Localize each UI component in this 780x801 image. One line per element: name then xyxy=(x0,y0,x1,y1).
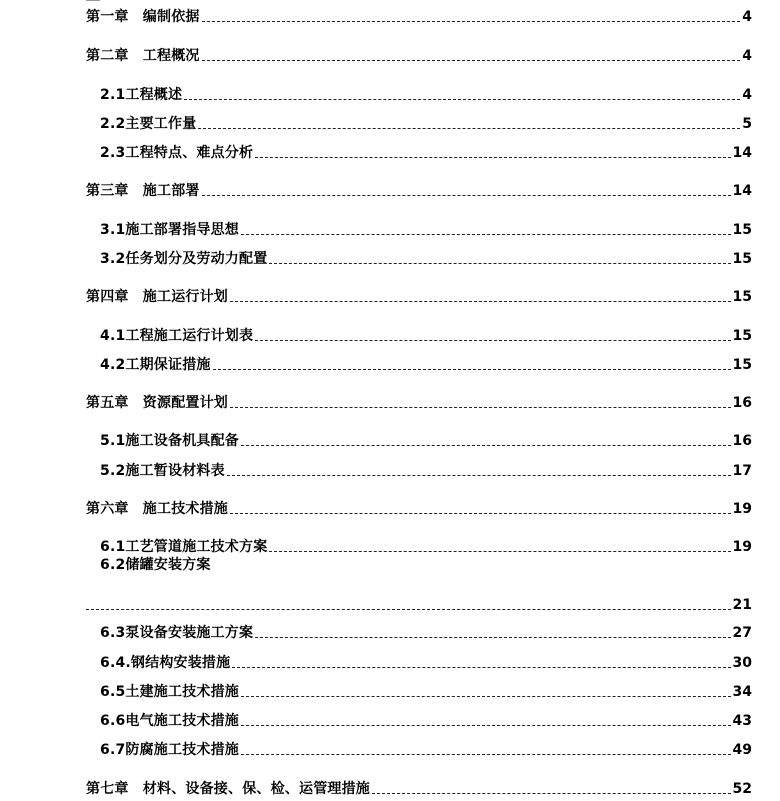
toc-leader xyxy=(202,59,740,61)
toc-label: 4.1工程施工运行计划表 xyxy=(100,328,254,344)
toc-leader xyxy=(241,233,731,235)
toc-section-6-5[interactable] xyxy=(100,681,752,701)
toc-chapter-4[interactable] xyxy=(86,286,752,306)
toc-label: 第二章 工程概况 xyxy=(86,48,200,64)
toc-label: 第七章 材料、设备接、保、检、运管理措施 xyxy=(86,781,370,797)
toc-label: 4.2工期保证措施 xyxy=(100,357,211,373)
toc-section-5-2[interactable] xyxy=(100,460,752,480)
toc-page-number: 15 xyxy=(732,289,752,305)
toc-label: 6.6电气施工技术措施 xyxy=(100,713,240,729)
toc-section-6-2-continuation[interactable] xyxy=(86,594,752,614)
toc-page-number: 34 xyxy=(732,684,752,700)
toc-section-3-1[interactable] xyxy=(100,219,752,239)
toc-section-4-2[interactable] xyxy=(100,354,752,374)
toc-page-number: 4 xyxy=(742,9,752,25)
toc-chapter-6[interactable] xyxy=(86,498,752,518)
toc-section-6-2-label[interactable]: 6.2储罐安装方案 xyxy=(100,557,211,573)
toc-leader xyxy=(255,636,730,638)
toc-chapter-2[interactable] xyxy=(86,45,752,65)
toc-leader xyxy=(269,262,730,264)
toc-leader xyxy=(230,300,731,302)
toc-label: 2.1工程概述 xyxy=(100,87,183,103)
toc-label: 6.7防腐施工技术措施 xyxy=(100,742,240,758)
toc-leader xyxy=(230,406,731,408)
toc-leader xyxy=(241,444,731,446)
toc-leader xyxy=(269,550,730,552)
toc-leader xyxy=(241,724,731,726)
toc-label: 第四章 施工运行计划 xyxy=(86,289,228,305)
toc-section-6-4[interactable] xyxy=(100,652,752,672)
toc-leader xyxy=(241,695,731,697)
toc-page-number: 4 xyxy=(742,87,752,103)
toc-label: 5.1施工设备机具配备 xyxy=(100,433,240,449)
toc-leader xyxy=(372,792,731,794)
toc-label: 第五章 资源配置计划 xyxy=(86,395,228,411)
toc-section-2-1[interactable] xyxy=(100,84,752,104)
toc-label: 第一章 编制依据 xyxy=(86,9,200,25)
toc-leader xyxy=(202,20,740,22)
toc-section-4-1[interactable] xyxy=(100,325,752,345)
toc-leader xyxy=(184,98,740,100)
toc-page-number: 15 xyxy=(732,222,752,238)
toc-page-number: 15 xyxy=(732,251,752,267)
toc-page-number: 19 xyxy=(732,501,752,517)
toc-page-number: 49 xyxy=(732,742,752,758)
toc-section-6-6[interactable] xyxy=(100,710,752,730)
toc-page-number: 15 xyxy=(732,328,752,344)
toc-label: 6.3泵设备安装施工方案 xyxy=(100,625,254,641)
toc-label: 第六章 施工技术措施 xyxy=(86,501,228,517)
toc-page-number: 14 xyxy=(732,183,752,199)
toc-leader xyxy=(213,368,731,370)
toc-leader xyxy=(227,474,731,476)
toc-leader xyxy=(198,127,740,129)
toc-chapter-3[interactable] xyxy=(86,180,752,200)
toc-section-6-3[interactable] xyxy=(100,622,752,642)
toc-section-2-2[interactable] xyxy=(100,113,752,133)
toc-chapter-5[interactable] xyxy=(86,392,752,412)
toc-page-number: 52 xyxy=(732,781,752,797)
toc-label: 第三章 施工部署 xyxy=(86,183,200,199)
toc-leader xyxy=(230,512,731,514)
toc-page-number: 5 xyxy=(742,116,752,132)
toc-section-3-2[interactable] xyxy=(100,248,752,268)
toc-leader xyxy=(255,156,730,158)
toc-page-number: 19 xyxy=(732,539,752,555)
toc-label: 6.4.钢结构安装措施 xyxy=(100,655,231,671)
toc-label: 3.2任务划分及劳动力配置 xyxy=(100,251,268,267)
toc-page-number: 21 xyxy=(732,597,752,613)
toc-chapter-7[interactable] xyxy=(86,778,752,798)
toc-label: 3.1施工部署指导思想 xyxy=(100,222,240,238)
toc-section-6-7[interactable] xyxy=(100,739,752,759)
toc-label: 5.2施工暂设材料表 xyxy=(100,463,225,479)
toc-leader xyxy=(202,194,731,196)
toc-section-6-1[interactable] xyxy=(100,536,752,556)
toc-page-number: 16 xyxy=(732,433,752,449)
toc-page-number: 43 xyxy=(732,713,752,729)
toc-chapter-1[interactable] xyxy=(86,6,752,26)
toc-label: 2.2主要工作量 xyxy=(100,116,197,132)
toc-page-number: 4 xyxy=(742,48,752,64)
toc-page-number: 17 xyxy=(732,463,752,479)
toc-section-2-3[interactable] xyxy=(100,142,752,162)
toc-leader xyxy=(255,339,730,341)
toc-page-number: 14 xyxy=(732,145,752,161)
toc-page-number: 27 xyxy=(732,625,752,641)
toc-page-number: 15 xyxy=(732,357,752,373)
toc-leader xyxy=(241,753,731,755)
toc-leader xyxy=(86,608,731,610)
toc-leader xyxy=(232,666,730,668)
toc-label: 2.3工程特点、难点分析 xyxy=(100,145,254,161)
toc-section-5-1[interactable] xyxy=(100,430,752,450)
toc-label: 6.5土建施工技术措施 xyxy=(100,684,240,700)
toc-page-number: 30 xyxy=(732,655,752,671)
toc-page-number: 16 xyxy=(732,395,752,411)
toc-label: 6.1工艺管道施工技术方案 xyxy=(100,539,268,555)
